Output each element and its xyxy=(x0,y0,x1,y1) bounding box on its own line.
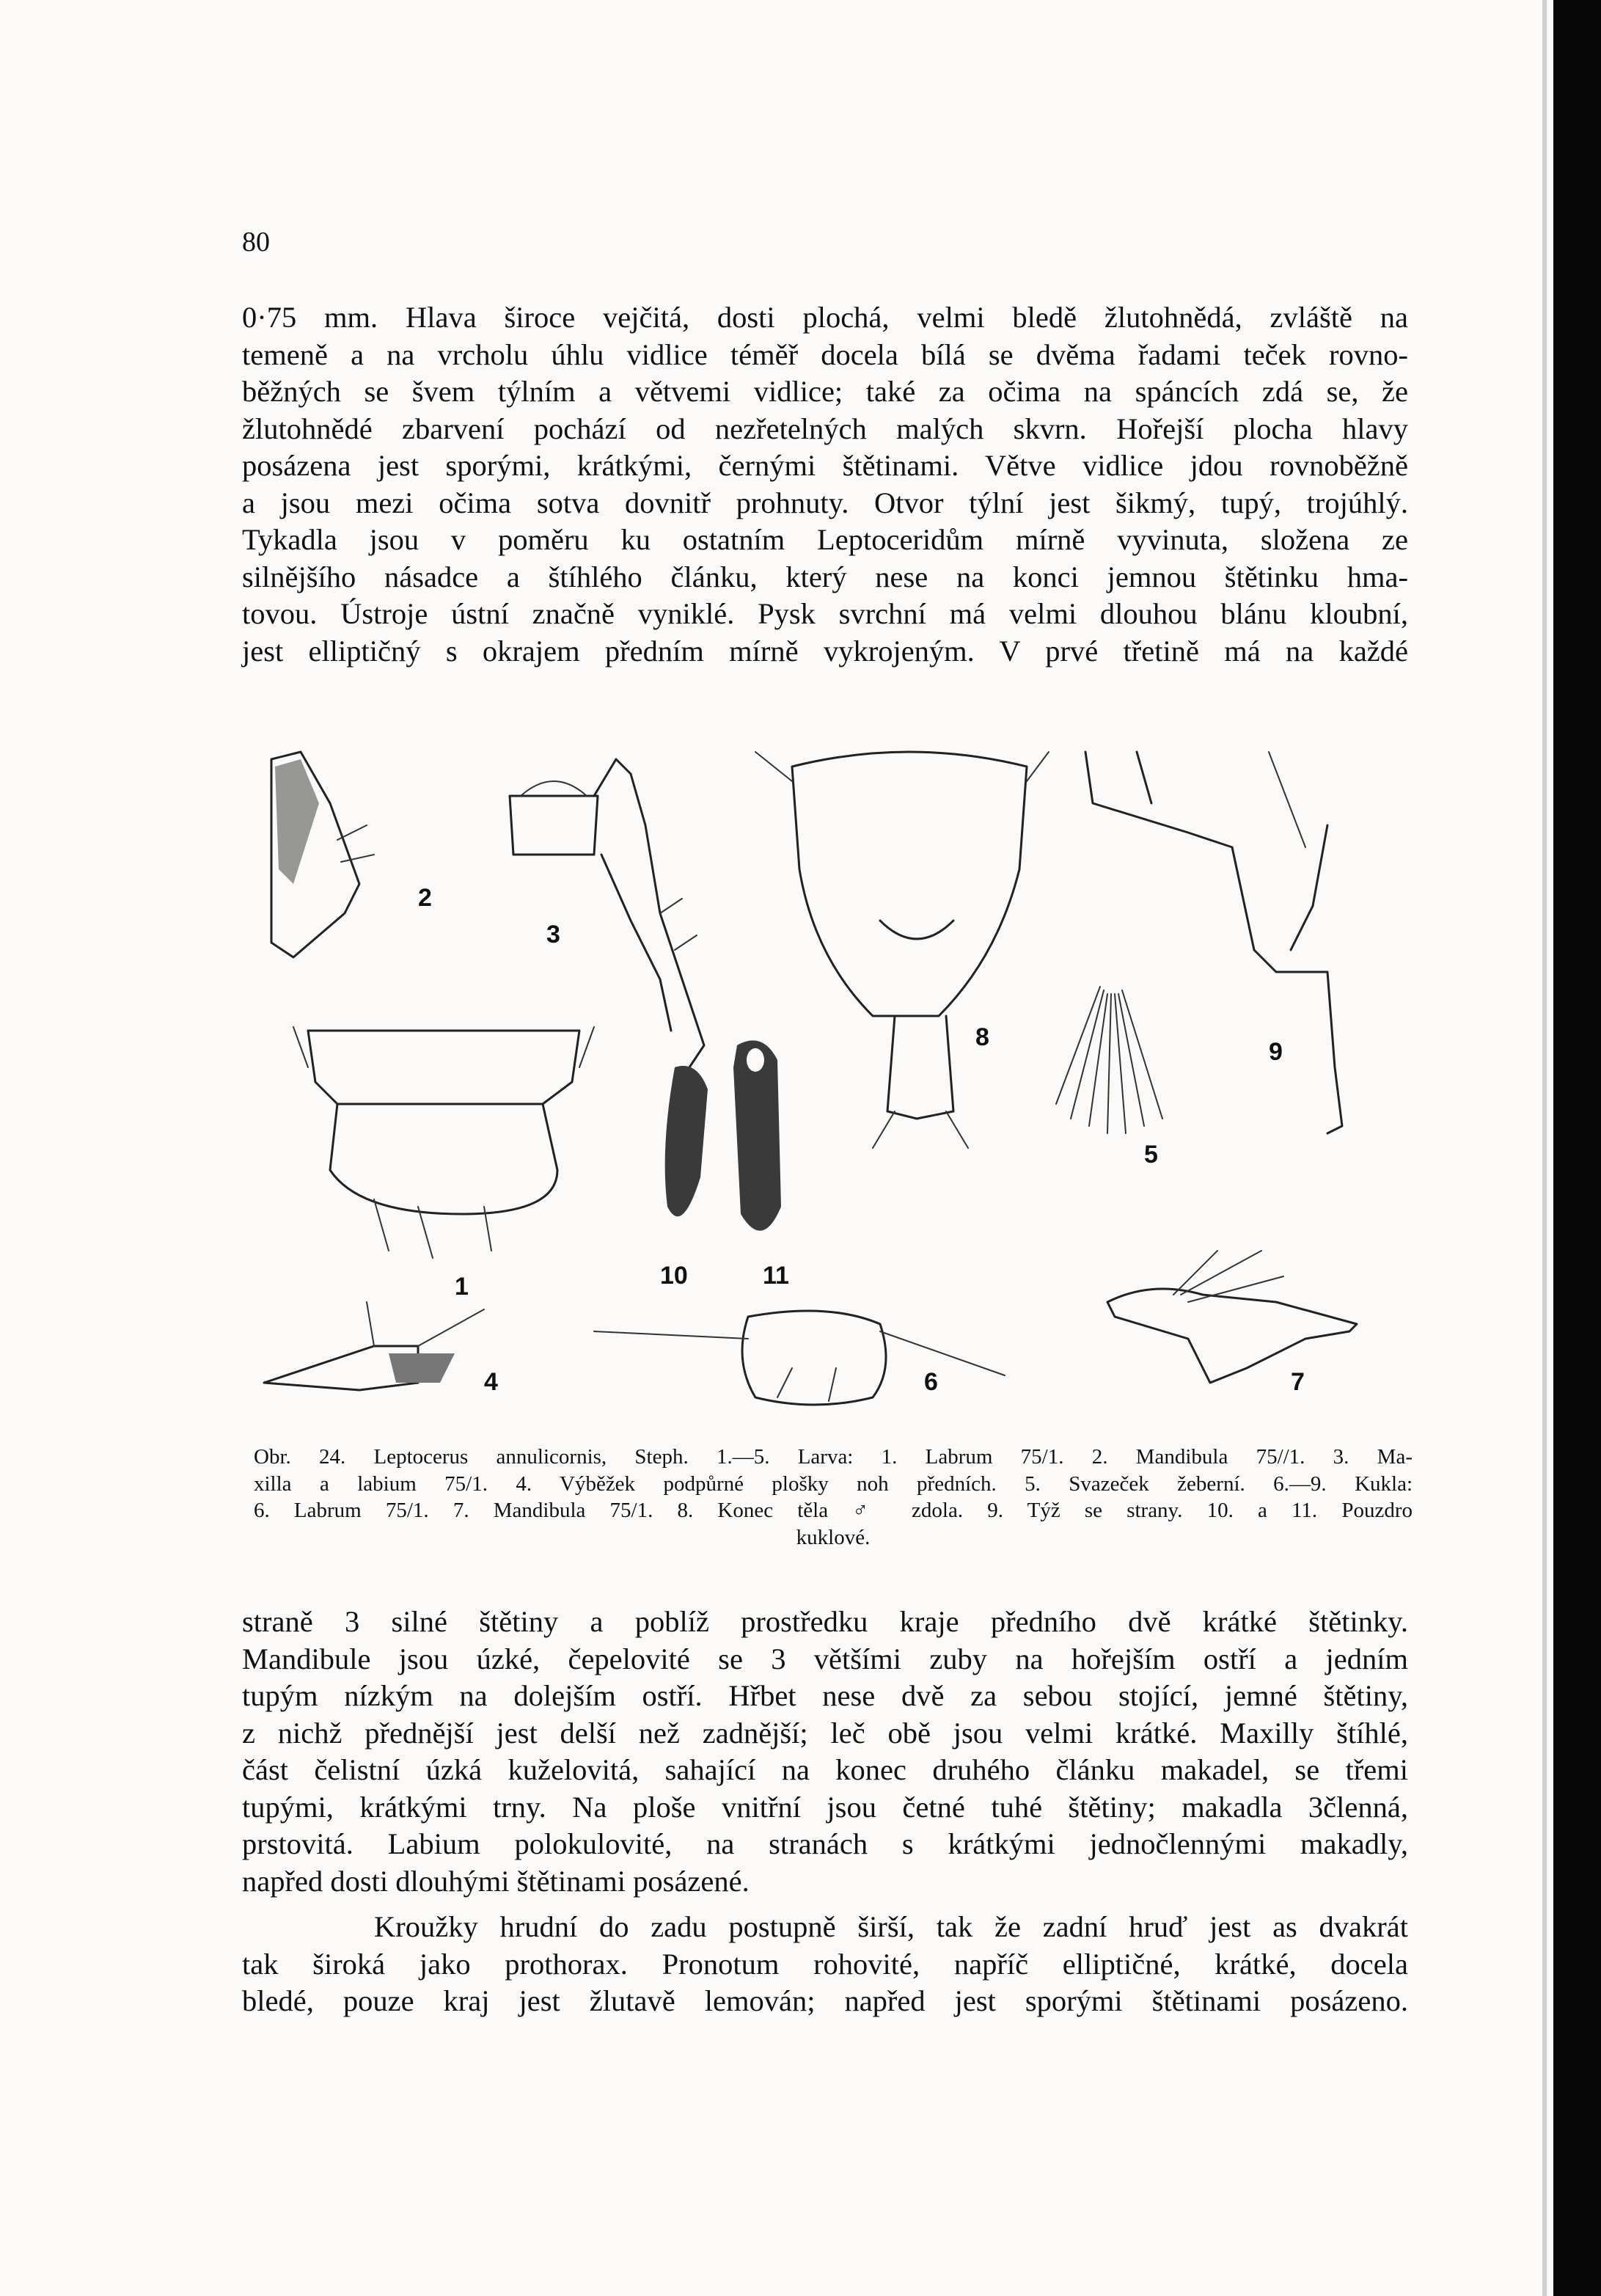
maxilla-labium-drawing-3 xyxy=(510,759,704,1067)
case-drawing-10 xyxy=(660,1066,708,1290)
figure-label-9: 9 xyxy=(1269,1038,1283,1066)
figure-24-illustrations xyxy=(249,737,1423,1412)
process-drawing-4 xyxy=(264,1302,498,1396)
caption-line: 6. Labrum 75/1. 7. Mandibula 75/1. 8. Konec těla ♂ zdola. 9. Týž se strany. 10. a 11. Pouzdro xyxy=(254,1499,1413,1522)
paragraph-2 xyxy=(242,1604,1408,1900)
text-line: tak široká jako prothorax. Pronotum rohovité, napříč elliptičné, krátké, docela xyxy=(242,1947,1408,1981)
figure-label-8: 8 xyxy=(975,1023,989,1051)
caption-line: xilla a labium 75/1. 4. Výběžek podpůrné plošky noh předních. 5. Svazeček žeberní. 6.—9. Kukla: xyxy=(254,1471,1413,1496)
figure-drawings xyxy=(249,737,1423,1412)
text-line: část čelistní úzká kuželovitá, sahající na konec druhého článku makadel, se třemi xyxy=(242,1753,1408,1786)
text-line: tupými, krátkými trny. Na ploše vnitřní jsou četné tuhé štětiny; makadla 3členná, xyxy=(242,1790,1408,1824)
text-line: prstovitá. Labium polokulovité, na stranách s krátkými jednočlennými makadly, xyxy=(242,1827,1408,1860)
text-line: silnějšího násadce a štíhlého článku, který nese na konci jemnou štětinku hma- xyxy=(242,560,1408,593)
mandible-drawing-2 xyxy=(271,752,432,957)
caption-line: Obr. 24. Leptocerus annulicornis, Steph. 1.—5. Larva: 1. Labrum 75/1. 2. Mandibula 75//1. 3. Ma- xyxy=(254,1445,1413,1469)
figure-label-4: 4 xyxy=(484,1368,498,1396)
scan-border xyxy=(1553,0,1601,2296)
figure-label-1: 1 xyxy=(455,1273,469,1301)
text-line: z nichž přednější jest delší než zadnější; leč obě jsou velmi krátké. Maxilly štíhlé, xyxy=(242,1716,1408,1750)
text-line: tupým nízkým na dolejším ostří. Hřbet nese dvě za sebou stojící, jemné štětiny, xyxy=(242,1679,1408,1712)
figure-caption xyxy=(254,1444,1413,1551)
figure-label-10: 10 xyxy=(660,1262,688,1290)
figure-label-7: 7 xyxy=(1291,1368,1305,1396)
labrum-drawing-1 xyxy=(293,1027,594,1301)
text-line: 0·75 mm. Hlava široce vejčitá, dosti plochá, velmi bledě žlutohnědá, zvláště na xyxy=(242,301,1408,334)
figure-label-6: 6 xyxy=(924,1368,938,1396)
page-number: 80 xyxy=(242,227,270,257)
text-line: jest elliptičný s okrajem předním mírně vykrojeným. V prvé třetině má na každé xyxy=(242,634,1408,668)
text-line: napřed dosti dlouhými štětinami posázené. xyxy=(242,1864,750,1898)
figure-label-5: 5 xyxy=(1144,1141,1158,1169)
figure-label-11: 11 xyxy=(763,1262,789,1290)
body-end-drawing-8 xyxy=(755,752,1049,1148)
page-edge-line xyxy=(1542,0,1547,2296)
text-line: tovou. Ústroje ústní značně vyniklé. Pysk svrchní má velmi dlouhou blánu kloubní, xyxy=(242,597,1408,630)
figure-label-2: 2 xyxy=(418,884,432,912)
gill-tuft-drawing-5 xyxy=(1056,987,1162,1169)
text-line: posázena jest sporými, krátkými, černými štětinami. Větve vidlice jdou rovnoběžně xyxy=(242,449,1408,482)
text-line: temeně a na vrcholu úhlu vidlice téměř docela bílá se dvěma řadami teček rovno- xyxy=(242,337,1408,371)
text-line: běžných se švem týlním a větvemi vidlice; také za očima na spáncích zdá se, že xyxy=(242,375,1408,408)
paragraph-3 xyxy=(242,1909,1408,2020)
text-line: Mandibule jsou úzké, čepelovité se 3 většími zuby na hořejším ostří a jedním xyxy=(242,1642,1408,1675)
text-line: a jsou mezi očima sotva dovnitř prohnuty. Otvor týlní jest šikmý, tupý, trojúhlý. xyxy=(242,486,1408,519)
case-drawing-11 xyxy=(733,1040,789,1290)
text-line: straně 3 silné štětiny a poblíž prostředku kraje předního dvě krátké štětinky. xyxy=(242,1605,1408,1638)
text-line: Kroužky hrudní do zadu postupně širší, tak že zadní hruď jest as dvakrát xyxy=(374,1910,1408,1943)
text-line: žlutohnědé zbarvení pochází od nezřetelných malých skvrn. Hořejší plocha hlavy xyxy=(242,412,1408,445)
figure-label-3: 3 xyxy=(546,921,560,948)
text-line: bledé, pouze kraj jest žlutavě lemován; napřed jest sporými štětinami posázeno. xyxy=(242,1984,1408,2017)
text-line: Tykadla jsou v poměru ku ostatním Leptoceridům mírně vyvinuta, složena ze xyxy=(242,523,1408,556)
pupal-labrum-drawing-6 xyxy=(594,1311,1005,1405)
caption-line: kuklové. xyxy=(796,1525,871,1549)
pupal-mandible-drawing-7 xyxy=(1107,1251,1357,1396)
body-side-drawing-9 xyxy=(1085,752,1342,1133)
paragraph-1 xyxy=(242,299,1408,670)
